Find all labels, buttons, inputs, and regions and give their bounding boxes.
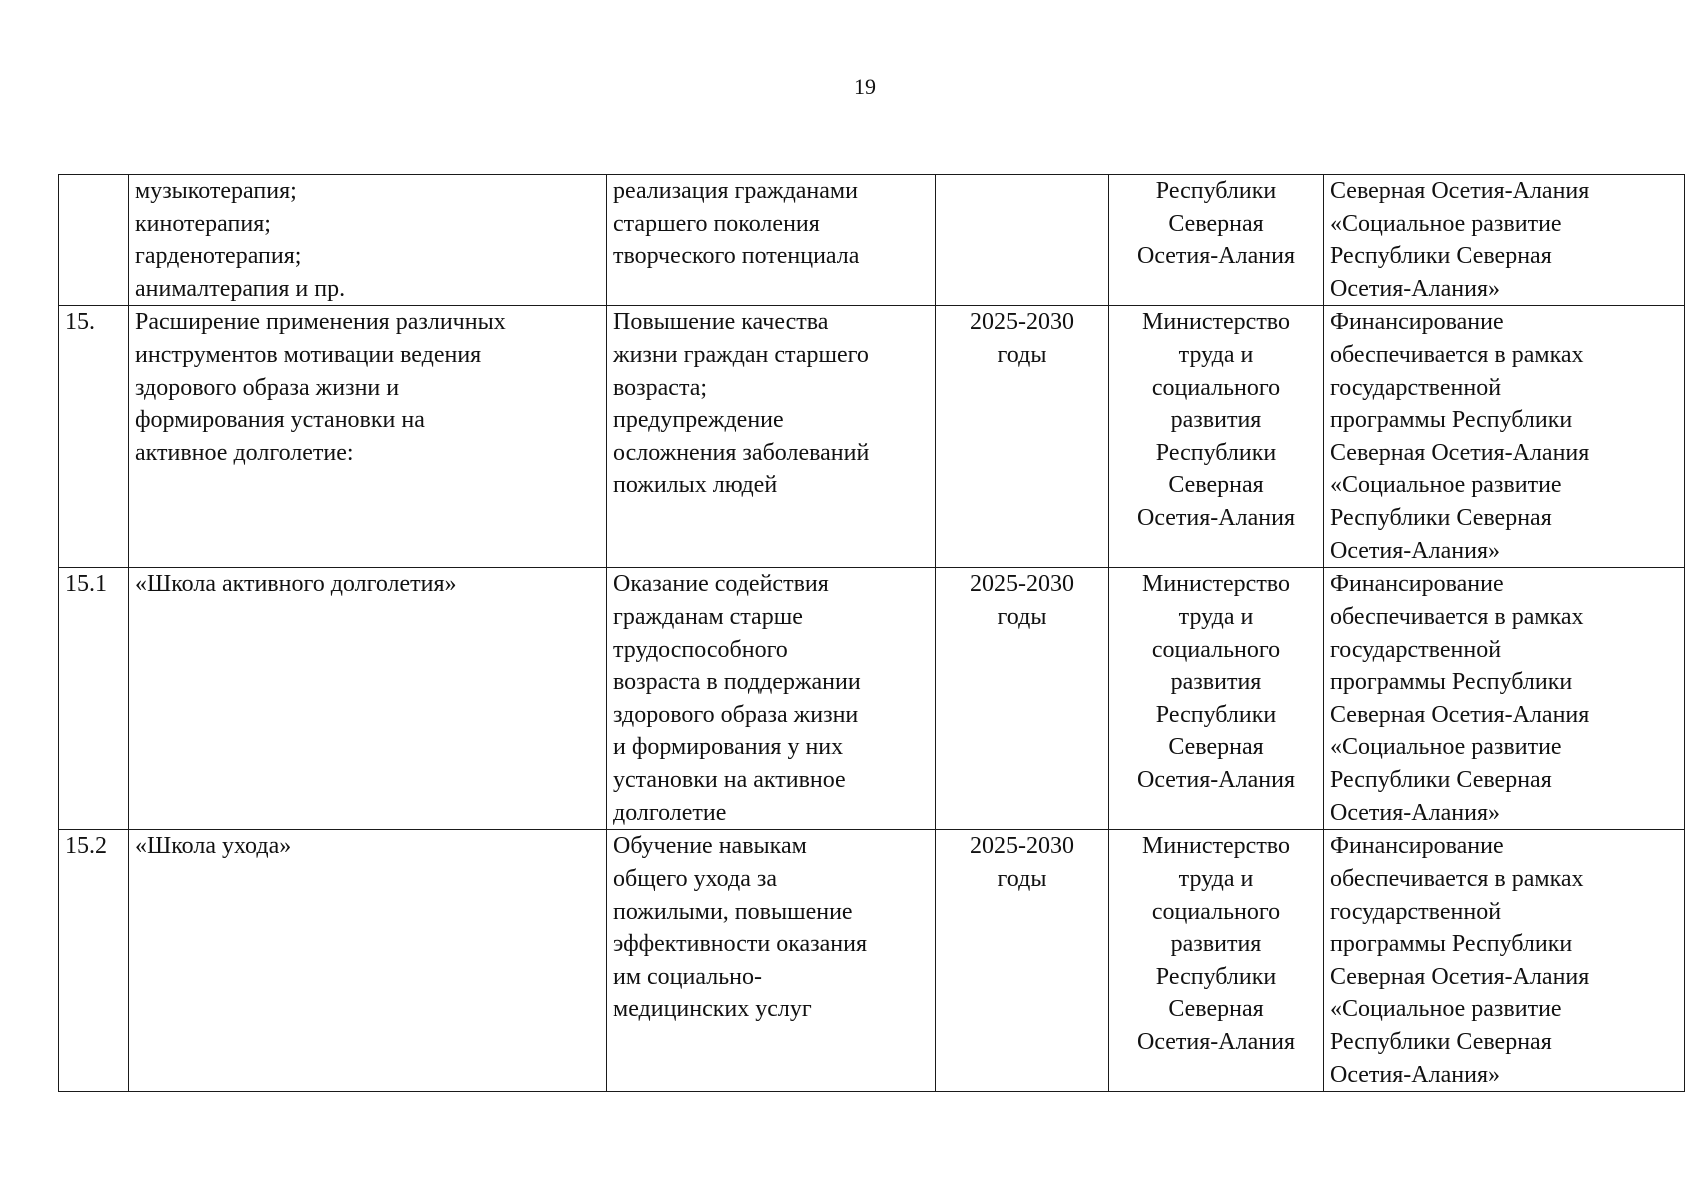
cell-text-line: анималтерапия и пр. (135, 275, 346, 302)
cell-text-line: 15.2 (65, 833, 107, 860)
cell-text-line: Осетия-Алания (1137, 243, 1295, 270)
cell-text-line: программы Республики (1330, 931, 1573, 958)
cell-text-line: социального (1151, 636, 1281, 663)
cell-text-line: Министерство (1142, 571, 1290, 598)
cell-text-line: установки на активное (613, 766, 846, 793)
cell-text-line: эффективности оказания (613, 931, 868, 958)
cell-term (936, 830, 1109, 1092)
cell-expected-result (607, 830, 936, 1092)
cell-text-line: «Социальное развитие (1330, 210, 1562, 237)
cell-text-line: развития (1170, 669, 1262, 696)
cell-text-line: обеспечивается в рамках (1330, 341, 1584, 368)
cell-text-line: Северная Осетия-Алания (1330, 439, 1590, 466)
cell-expected-result (607, 568, 936, 830)
cell-activity (129, 175, 607, 306)
table-body (59, 175, 1685, 1092)
table-row (59, 175, 1685, 306)
cell-text-line: творческого потенциала (613, 243, 860, 270)
cell-text-line: Оказание содействия (613, 571, 829, 598)
cell-text-line: Республики Северная (1330, 1028, 1552, 1055)
cell-text-line: кинотерапия; (135, 210, 271, 237)
cell-text-line: государственной (1330, 636, 1502, 663)
cell-financing (1324, 830, 1685, 1092)
measures-table (58, 174, 1685, 1092)
cell-term (936, 568, 1109, 830)
cell-text-line: осложнения заболеваний (613, 439, 870, 466)
cell-text-line: жизни граждан старшего (613, 341, 869, 368)
cell-text-line: медицинских услуг (613, 996, 812, 1023)
cell-activity (129, 568, 607, 830)
cell-number (59, 568, 129, 830)
cell-text-line: пожилыми, повышение (613, 898, 853, 925)
table-row (59, 306, 1685, 568)
cell-text-line: долголетие (613, 799, 727, 826)
cell-text-line: Республики Северная (1330, 504, 1552, 531)
cell-executor (1109, 175, 1324, 306)
cell-text-line: гражданам старше (613, 603, 803, 630)
cell-text-line: Министерство (1142, 309, 1290, 336)
cell-number (59, 306, 129, 568)
cell-executor (1109, 830, 1324, 1092)
cell-text-line: Северная (1168, 996, 1264, 1023)
cell-executor (1109, 568, 1324, 830)
cell-text-line: Республики Северная (1330, 766, 1552, 793)
cell-text-line: Республики (1155, 439, 1277, 466)
cell-text-line: социального (1151, 898, 1281, 925)
cell-text-line: программы Республики (1330, 407, 1573, 434)
cell-text-line: обеспечивается в рамках (1330, 603, 1584, 630)
cell-text-line: Северная Осетия-Алания (1330, 963, 1590, 990)
cell-expected-result (607, 306, 936, 568)
cell-text-line: инструментов мотивации ведения (135, 341, 482, 368)
cell-text-line: Осетия-Алания (1137, 1028, 1295, 1055)
cell-text-line: развития (1170, 931, 1262, 958)
cell-text-line: общего ухода за (613, 865, 777, 892)
cell-activity (129, 306, 607, 568)
cell-text-line: реализация гражданами (613, 178, 858, 204)
cell-text-line: обеспечивается в рамках (1330, 865, 1584, 892)
cell-text-line: Осетия-Алания» (1330, 799, 1500, 826)
cell-text-line: Осетия-Алания (1137, 504, 1295, 531)
cell-text-line: труда и (1178, 341, 1254, 368)
cell-text-line: Расширение применения различных (135, 309, 506, 336)
cell-text-line: Финансирование (1330, 309, 1504, 336)
cell-text-line: Осетия-Алания» (1330, 1061, 1500, 1088)
cell-text-line: труда и (1178, 865, 1254, 892)
cell-text-line: 15.1 (65, 571, 107, 598)
cell-text-line: Осетия-Алания» (1330, 537, 1500, 564)
table-row (59, 568, 1685, 830)
cell-text-line: «Школа активного долголетия» (135, 571, 457, 598)
cell-text-line: «Социальное развитие (1330, 472, 1562, 499)
cell-executor (1109, 306, 1324, 568)
cell-text-line: Северная (1168, 472, 1264, 499)
cell-text-line: Министерство (1142, 833, 1290, 860)
cell-text-line: годы (997, 341, 1047, 368)
cell-term (936, 175, 1109, 306)
cell-text-line: «Социальное развитие (1330, 996, 1562, 1023)
cell-text-line: Северная (1168, 734, 1264, 761)
cell-text-line: гарденотерапия; (135, 243, 302, 270)
cell-financing (1324, 306, 1685, 568)
cell-text-line: годы (997, 603, 1047, 630)
cell-text-line: активное долголетие: (135, 439, 354, 466)
cell-text-line: Северная (1168, 210, 1264, 237)
cell-text-line: Финансирование (1330, 571, 1504, 598)
cell-number (59, 175, 129, 306)
cell-text-line: социального (1151, 374, 1281, 401)
cell-text-line: Северная Осетия-Алания (1330, 178, 1590, 204)
cell-number (59, 830, 129, 1092)
cell-text-line: возраста; (613, 374, 708, 401)
cell-text-line: труда и (1178, 603, 1254, 630)
cell-text-line: старшего поколения (613, 210, 820, 237)
cell-text-line: годы (997, 865, 1047, 892)
cell-text-line: Осетия-Алания» (1330, 275, 1500, 302)
cell-text-line: «Школа ухода» (135, 833, 292, 860)
cell-text-line: Республики (1155, 178, 1277, 204)
cell-text-line: 2025-2030 (970, 309, 1074, 336)
cell-text-line: развития (1170, 407, 1262, 434)
cell-financing (1324, 568, 1685, 830)
cell-text-line: предупреждение (613, 407, 784, 434)
cell-term (936, 306, 1109, 568)
cell-text-line: Республики (1155, 701, 1277, 728)
cell-text-line: 15. (65, 309, 95, 336)
cell-text-line: 2025-2030 (970, 571, 1074, 598)
table-row (59, 830, 1685, 1092)
cell-text-line: формирования установки на (135, 407, 425, 434)
cell-text-line: Повышение качества (613, 309, 829, 336)
cell-text-line: им социально- (613, 963, 762, 990)
cell-text-line: «Социальное развитие (1330, 734, 1562, 761)
cell-text-line: здорового образа жизни и (135, 374, 400, 401)
cell-text-line: пожилых людей (613, 472, 778, 499)
cell-text-line: трудоспособного (613, 636, 788, 663)
cell-text-line: Республики Северная (1330, 243, 1552, 270)
cell-text-line: государственной (1330, 898, 1502, 925)
cell-text-line: программы Республики (1330, 669, 1573, 696)
cell-text-line: Северная Осетия-Алания (1330, 701, 1590, 728)
cell-text-line: музыкотерапия; (135, 178, 297, 204)
cell-text-line: возраста в поддержании (613, 669, 861, 696)
cell-text-line: и формирования у них (613, 734, 844, 761)
cell-text-line: Осетия-Алания (1137, 766, 1295, 793)
page-number: 19 (854, 74, 876, 99)
cell-expected-result (607, 175, 936, 306)
cell-text-line: 2025-2030 (970, 833, 1074, 860)
cell-text-line: Обучение навыкам (613, 833, 807, 860)
cell-text-line: здорового образа жизни (613, 701, 859, 728)
cell-text-line: Республики (1155, 963, 1277, 990)
cell-financing (1324, 175, 1685, 306)
cell-text-line: государственной (1330, 374, 1502, 401)
cell-activity (129, 830, 607, 1092)
cell-text-line: Финансирование (1330, 833, 1504, 860)
